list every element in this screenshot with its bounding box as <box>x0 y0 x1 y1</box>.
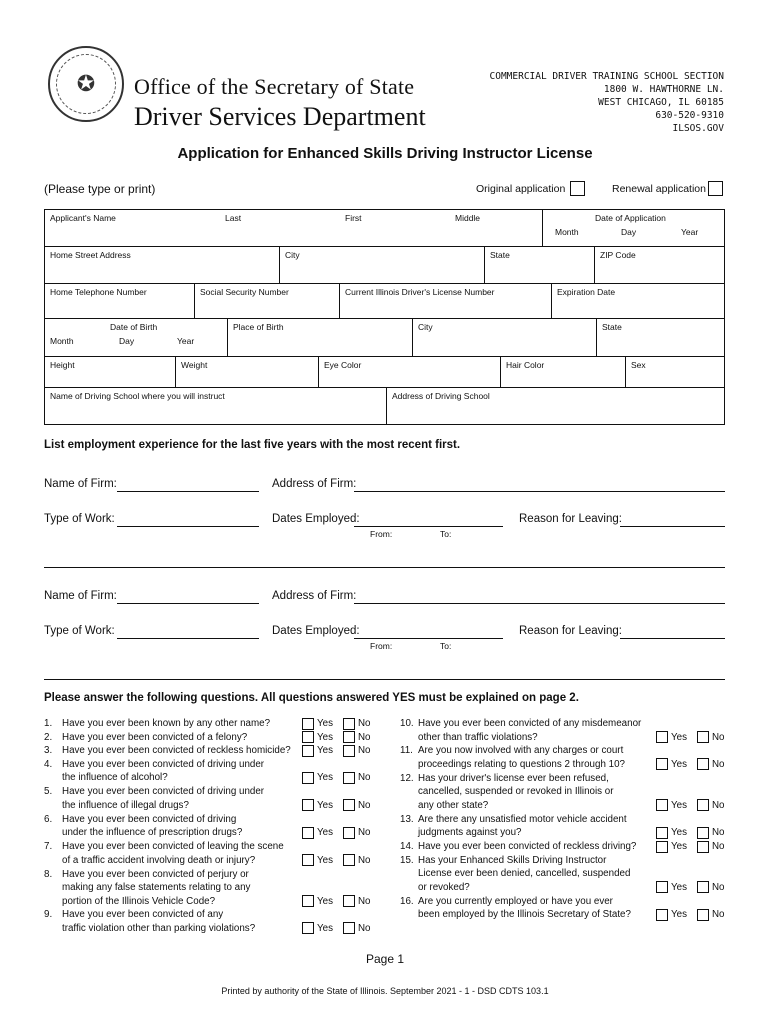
department-title: Driver Services Department <box>134 102 426 131</box>
yes-label: Yes <box>317 718 333 729</box>
no-label: No <box>711 841 725 852</box>
firm-address-label-2: Address of Firm: <box>272 590 357 602</box>
hair-color-field[interactable]: Hair Color <box>501 357 626 387</box>
zip-code-field[interactable]: ZIP Code <box>600 250 636 260</box>
yes-no-options <box>302 826 371 840</box>
question-text: of a traffic accident involving death or injury? <box>62 854 256 866</box>
current-license-field[interactable]: Current Illinois Driver's License Number <box>340 284 552 318</box>
question-text: been employed by the Illinois Secretary of State? <box>418 909 631 920</box>
yes-label: Yes <box>671 841 687 852</box>
question-text: Are there any unsatisfied motor vehicle accident <box>418 813 627 825</box>
question-number: 4. <box>44 758 53 770</box>
questions-left-column <box>44 717 384 942</box>
employment-notes-line-2[interactable] <box>44 679 725 680</box>
yes-label: Yes <box>671 799 687 811</box>
no-label: No <box>711 758 725 770</box>
yes-no-options <box>302 922 371 936</box>
weight-field[interactable]: Weight <box>176 357 319 387</box>
yes-no-options <box>302 771 371 785</box>
firm-name-input-1[interactable] <box>117 491 259 492</box>
yes-label: Yes <box>317 922 333 934</box>
reason-leaving-input-2[interactable] <box>620 638 725 639</box>
yes-checkbox[interactable] <box>302 854 314 866</box>
question-text: the influence of illegal drugs? <box>62 799 189 811</box>
no-checkbox[interactable] <box>697 909 709 921</box>
yes-checkbox[interactable] <box>302 745 314 757</box>
no-checkbox[interactable] <box>343 731 355 743</box>
type-of-work-input-2[interactable] <box>117 638 259 639</box>
yes-label: Yes <box>671 881 687 893</box>
no-label: No <box>357 731 371 743</box>
yes-checkbox[interactable] <box>656 909 668 921</box>
original-application-label: Original application <box>476 183 566 195</box>
type-of-work-label-2: Type of Work: <box>44 625 115 637</box>
yes-label: Yes <box>317 772 333 783</box>
to-label-1: To: <box>440 529 452 539</box>
yes-checkbox[interactable] <box>656 841 668 853</box>
yes-checkbox[interactable] <box>302 895 314 907</box>
reason-leaving-label-1: Reason for Leaving: <box>519 513 622 525</box>
city-field[interactable]: City <box>280 247 485 283</box>
yes-label: Yes <box>671 758 687 770</box>
no-checkbox[interactable] <box>343 718 355 730</box>
question-number: 6. <box>44 813 53 825</box>
ssn-field[interactable]: Social Security Number <box>195 284 340 318</box>
no-checkbox[interactable] <box>697 841 709 853</box>
no-label: No <box>357 799 371 811</box>
firm-address-label-1: Address of Firm: <box>272 478 357 490</box>
yes-no-options <box>656 799 725 813</box>
firm-name-label-2: Name of Firm: <box>44 590 117 602</box>
row-name <box>45 210 724 247</box>
office-title: Office of the Secretary of State <box>134 74 415 99</box>
yes-label: Yes <box>317 745 333 756</box>
footer-note: Printed by authority of the State of Illinois. September 2021 - 1 - DSD CDTS 103.1 <box>221 986 549 996</box>
no-checkbox[interactable] <box>343 922 355 934</box>
yes-checkbox[interactable] <box>302 731 314 743</box>
question-text: Have you ever been known by any other name? <box>62 718 271 729</box>
yes-label: Yes <box>317 827 333 838</box>
question-number: 5. <box>44 786 53 797</box>
yes-checkbox[interactable] <box>302 827 314 839</box>
yes-label: Yes <box>671 731 687 743</box>
no-checkbox[interactable] <box>343 772 355 784</box>
question-number: 1. <box>44 718 53 729</box>
dates-employed-input-1[interactable] <box>354 526 503 527</box>
employment-notes-line-1[interactable] <box>44 567 725 568</box>
row-birth <box>45 319 724 357</box>
yes-checkbox[interactable] <box>302 799 314 811</box>
employment-heading: List employment experience for the last five years with the most recent first. <box>44 439 461 451</box>
question-text: Have you ever been convicted of perjury or <box>62 868 249 880</box>
type-of-work-input-1[interactable] <box>117 526 259 527</box>
expiration-date-field[interactable]: Expiration Date <box>557 287 616 297</box>
no-label: No <box>357 895 371 907</box>
from-label-1: From: <box>370 529 393 539</box>
driving-school-address-field[interactable]: Address of Driving School <box>392 391 490 401</box>
original-application-checkbox[interactable] <box>570 181 585 196</box>
eye-color-field[interactable]: Eye Color <box>319 357 501 387</box>
question-text: Have you ever been convicted of any misdemeanor <box>418 718 642 729</box>
no-checkbox[interactable] <box>697 799 709 811</box>
question-text: making any false statements relating to any <box>62 882 251 893</box>
questions-right-column <box>400 717 730 927</box>
question-text: any other state? <box>418 799 489 811</box>
question-text: cancelled, suspended or revoked in Illinois or <box>418 786 614 797</box>
question-number: 12. <box>400 772 414 784</box>
no-label: No <box>711 799 725 811</box>
question-text: Have you ever been convicted of a felony? <box>62 731 248 743</box>
page-number: Page 1 <box>365 952 405 966</box>
no-checkbox[interactable] <box>697 758 709 770</box>
yes-no-options <box>656 881 725 895</box>
yes-checkbox[interactable] <box>656 731 668 743</box>
yes-no-options <box>302 717 371 731</box>
no-checkbox[interactable] <box>697 731 709 743</box>
no-label: No <box>357 854 371 866</box>
dates-employed-label-1: Dates Employed: <box>272 513 360 525</box>
row-telephone <box>45 284 724 319</box>
row-physical <box>45 357 724 388</box>
question-text: Have you ever been convicted of driving under <box>62 786 265 797</box>
question-number: 15. <box>400 854 414 866</box>
no-checkbox[interactable] <box>343 745 355 757</box>
firm-name-input-2[interactable] <box>117 603 259 604</box>
yes-checkbox[interactable] <box>302 922 314 934</box>
yes-label: Yes <box>317 854 333 866</box>
yes-label: Yes <box>317 731 333 743</box>
no-label: No <box>711 909 725 920</box>
from-label-2: From: <box>370 641 393 651</box>
yes-checkbox[interactable] <box>656 758 668 770</box>
yes-no-options <box>302 895 371 909</box>
question-text: the influence of alcohol? <box>62 772 168 783</box>
reason-leaving-label-2: Reason for Leaving: <box>519 625 622 637</box>
question-text: or revoked? <box>418 881 470 893</box>
yes-no-options <box>656 826 725 840</box>
no-label: No <box>357 772 371 783</box>
question-text: Are you now involved with any charges or court <box>418 745 624 756</box>
question-number: 10. <box>400 718 414 729</box>
no-label: No <box>711 731 725 743</box>
no-label: No <box>711 827 725 838</box>
to-label-2: To: <box>440 641 452 651</box>
birth-city-field[interactable]: City <box>413 319 597 356</box>
yes-checkbox[interactable] <box>656 881 668 893</box>
applicant-info-grid <box>44 209 725 425</box>
question-number: 8. <box>44 868 53 880</box>
question-text: portion of the Illinois Vehicle Code? <box>62 895 216 907</box>
question-number: 14. <box>400 841 414 852</box>
dates-employed-label-2: Dates Employed: <box>272 625 360 637</box>
no-checkbox[interactable] <box>697 881 709 893</box>
yes-no-options <box>656 908 725 922</box>
yes-label: Yes <box>317 799 333 811</box>
office-address: COMMERCIAL DRIVER TRAINING SCHOOL SECTION 1800 W. HAWTHORNE LN. WEST CHICAGO, IL 60185 630-520-9310 ILSOS.GOV <box>489 71 724 134</box>
form-title: Application for Enhanced Skills Driving Instructor License <box>177 145 593 162</box>
question-number: 13. <box>400 813 414 825</box>
birth-state-field[interactable]: State <box>602 322 622 332</box>
yes-checkbox[interactable] <box>302 772 314 784</box>
no-label: No <box>357 922 371 934</box>
seal-star-icon: ✪ <box>76 71 96 97</box>
firm-name-label-1: Name of Firm: <box>44 478 117 490</box>
type-of-work-label-1: Type of Work: <box>44 513 115 525</box>
no-label: No <box>357 827 371 838</box>
yes-label: Yes <box>671 827 687 838</box>
question-text: Have you ever been convicted of reckless homicide? <box>62 745 291 756</box>
no-checkbox[interactable] <box>343 854 355 866</box>
row-address <box>45 247 724 284</box>
question-text: traffic violation other than parking violations? <box>62 922 256 934</box>
question-number: 11. <box>400 745 413 756</box>
dates-employed-input-2[interactable] <box>354 638 503 639</box>
renewal-application-checkbox[interactable] <box>708 181 723 196</box>
yes-checkbox[interactable] <box>656 827 668 839</box>
yes-no-options <box>302 799 371 813</box>
yes-checkbox[interactable] <box>656 799 668 811</box>
question-text: other than traffic violations? <box>418 731 538 743</box>
question-text: Are you currently employed or have you ever <box>418 895 613 907</box>
place-of-birth-field[interactable]: Place of Birth <box>228 319 413 356</box>
home-street-address-field[interactable]: Home Street Address <box>45 247 280 283</box>
reason-leaving-input-1[interactable] <box>620 526 725 527</box>
renewal-application-label: Renewal application <box>612 183 706 195</box>
question-text: Have you ever been convicted of driving under <box>62 758 265 770</box>
no-checkbox[interactable] <box>343 799 355 811</box>
no-label: No <box>711 881 725 893</box>
no-checkbox[interactable] <box>343 895 355 907</box>
height-field[interactable]: Height <box>45 357 176 387</box>
question-text: Have you ever been convicted of reckless driving? <box>418 841 637 852</box>
yes-no-options <box>656 840 725 854</box>
state-seal <box>48 46 124 122</box>
date-of-birth-field[interactable]: Date of Birth Month Day Year <box>45 319 228 356</box>
type-or-print-note: (Please type or print) <box>44 182 156 196</box>
no-label: No <box>357 745 371 756</box>
date-of-application-field[interactable]: Date of Application Month Day Year <box>555 213 699 237</box>
question-number: 7. <box>44 841 53 852</box>
question-text: License ever been denied, cancelled, suspended <box>418 868 631 879</box>
questions-heading: Please answer the following questions. All questions answered YES must be explained on page 2. <box>44 692 579 704</box>
question-number: 16. <box>400 895 414 907</box>
question-number: 2. <box>44 731 53 743</box>
question-text: proceedings relating to questions 2 through 10? <box>418 758 625 770</box>
yes-no-options <box>656 731 725 745</box>
yes-label: Yes <box>317 895 333 907</box>
yes-no-options <box>302 731 371 745</box>
question-text: Has your driver's license ever been refused, <box>418 772 609 784</box>
home-telephone-field[interactable]: Home Telephone Number <box>45 284 195 318</box>
question-number: 3. <box>44 745 53 756</box>
firm-address-input-2[interactable] <box>354 603 725 604</box>
driving-school-name-field[interactable]: Name of Driving School where you will instruct <box>45 388 387 424</box>
no-label: No <box>357 718 371 729</box>
question-text: Have you ever been convicted of leaving the scene <box>62 841 284 852</box>
question-text: Have you ever been convicted of any <box>62 909 224 920</box>
question-number: 9. <box>44 909 53 920</box>
question-text: Have you ever been convicted of driving <box>62 813 237 825</box>
yes-label: Yes <box>671 909 687 920</box>
state-field[interactable]: State <box>485 247 595 283</box>
yes-no-options <box>302 744 371 758</box>
yes-checkbox[interactable] <box>302 718 314 730</box>
no-checkbox[interactable] <box>343 827 355 839</box>
yes-no-options <box>302 854 371 868</box>
applicant-name-field[interactable]: Applicant's Name Last First Middle <box>45 210 543 246</box>
question-text: Has your Enhanced Skills Driving Instructor <box>418 854 607 866</box>
question-text: under the influence of prescription drugs? <box>62 827 243 838</box>
sex-field[interactable]: Sex <box>631 360 646 370</box>
row-school <box>45 388 724 424</box>
yes-no-options <box>656 758 725 772</box>
firm-address-input-1[interactable] <box>354 491 725 492</box>
question-text: judgments against you? <box>418 827 522 838</box>
no-checkbox[interactable] <box>697 827 709 839</box>
